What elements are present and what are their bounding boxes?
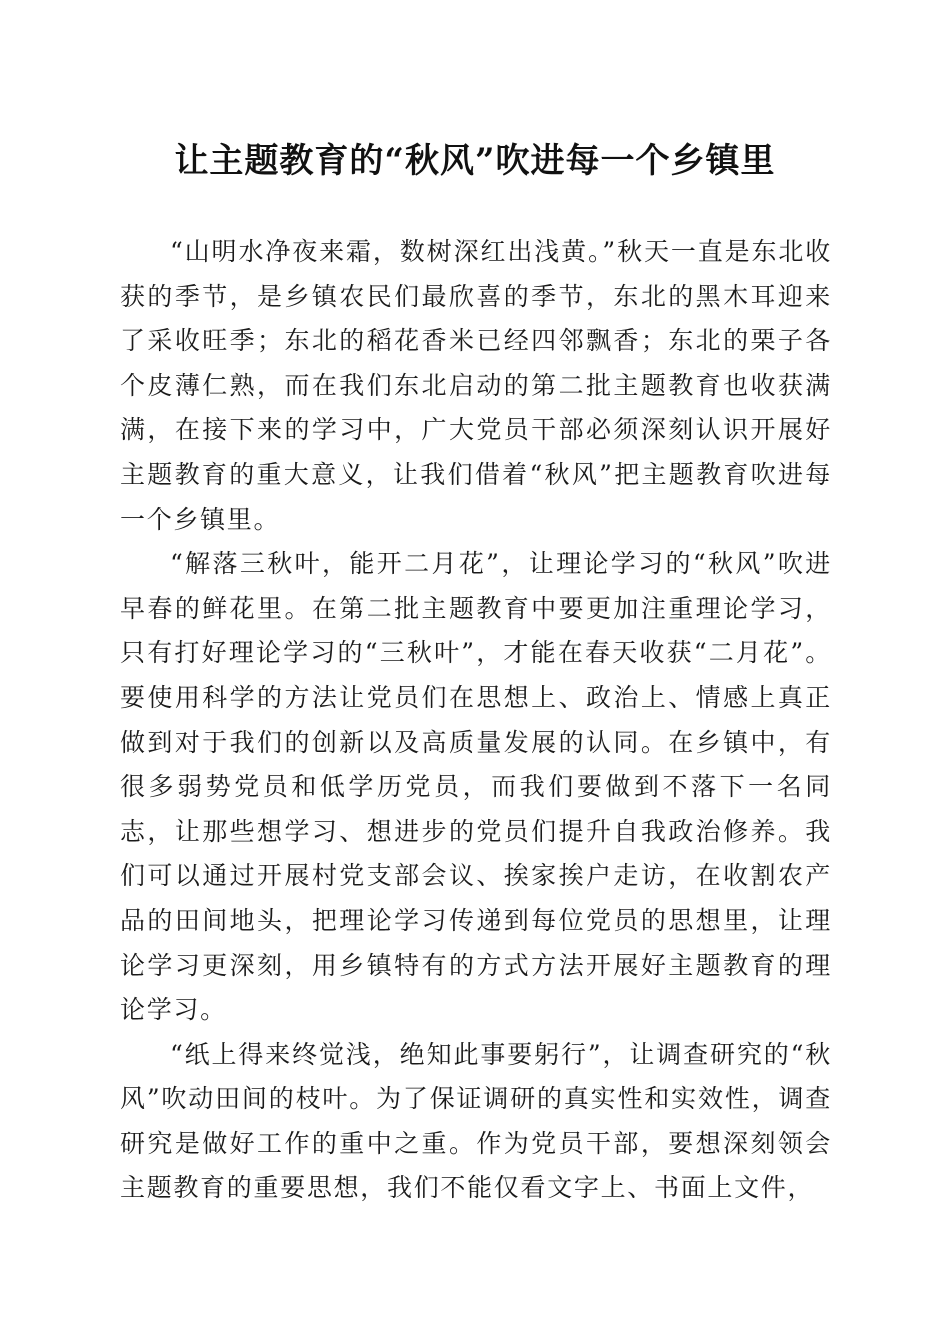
paragraph-3: “纸上得来终觉浅，绝知此事要躬行”，让调查研究的“秋风”吹动田间的枝叶。为了保证调研的真实性和实效性，调查研究是做好工作的重中之重。作为党员干部，要想深刻领会主题教育的重要思想，我们不能仅看文字上、书面上文件，: [120, 1039, 832, 1203]
document-body: [120, 230, 832, 1211]
paragraph-1: “山明水净夜来霜，数树深红出浅黄。”秋天一直是东北收获的季节，是乡镇农民们最欣喜的季节，东北的黑木耳迎来了采收旺季；东北的稻花香米已经四邻飘香；东北的栗子各个皮薄仁熟，而在我们东北启动的第二批主题教育也收获满满，在接下来的学习中，广大党员干部必须深刻认识开展好主题教育的重大意义，让我们借着“秋风”把主题教育吹进每一个乡镇里。: [120, 237, 832, 534]
paragraph-2: “解落三秋叶，能开二月花”，让理论学习的“秋风”吹进早春的鲜花里。在第二批主题教育中要更加注重理论学习，只有打好理论学习的“三秋叶”，才能在春天收获“二月花”。要使用科学的方法让党员们在思想上、政治上、情感上真正做到对于我们的创新以及高质量发展的认同。在乡镇中，有很多弱势党员和低学历党员，而我们要做到不落下一名同志，让那些想学习、想进步的党员们提升自我政治修养。我们可以通过开展村党支部会议、挨家挨户走访，在收割农产品的田间地头，把理论学习传递到每位党员的思想里，让理论学习更深刻，用乡镇特有的方式方法开展好主题教育的理论学习。: [120, 549, 832, 1025]
document-title: 让主题教育的“秋风”吹进每一个乡镇里: [174, 141, 776, 181]
